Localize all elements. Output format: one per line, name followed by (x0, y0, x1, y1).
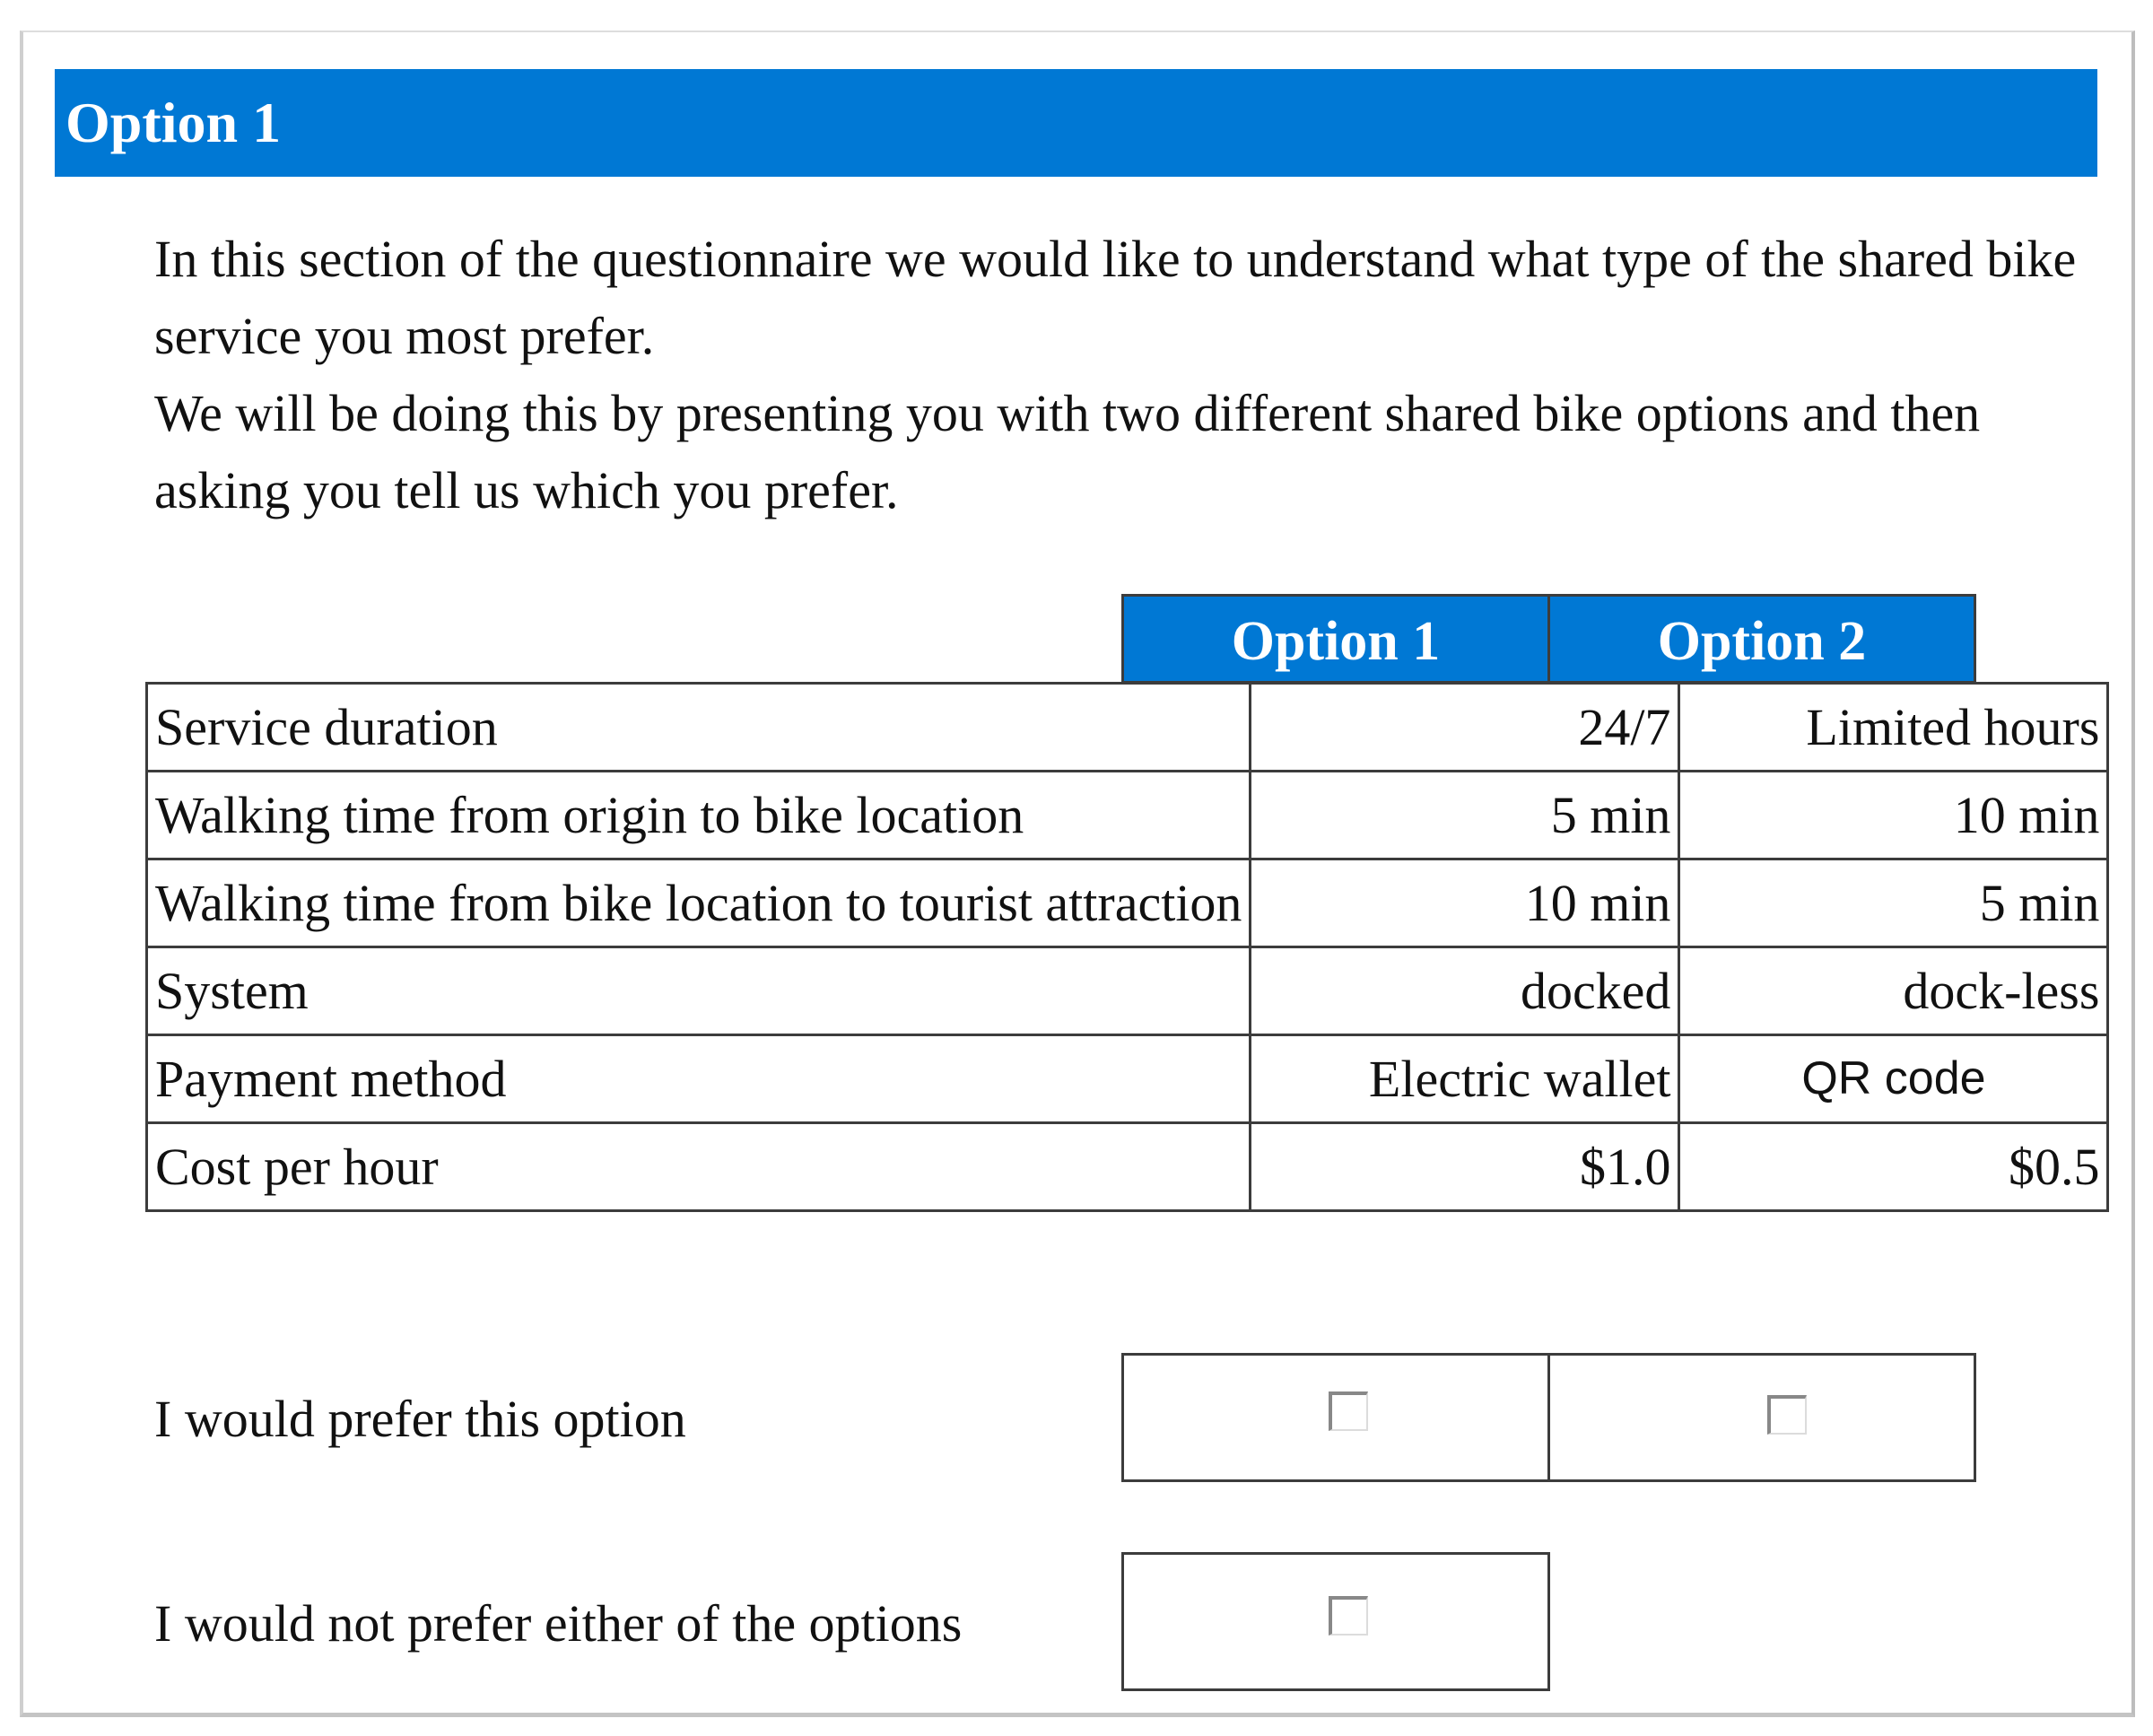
intro-paragraph-1: In this section of the questionnaire we would like to understand what type of the shared bike service you most prefer. (154, 230, 2077, 365)
option-1-choice-cell (1121, 1353, 1550, 1482)
attribute-label: Service duration (147, 684, 1251, 772)
option-1-checkbox[interactable] (1329, 1391, 1368, 1431)
attribute-label: Cost per hour (147, 1123, 1251, 1211)
table-row (147, 684, 2108, 772)
option-1-value: docked (1251, 947, 1679, 1035)
intro-paragraph-2: We will be doing this by presenting you with two different shared bike options and then asking you tell us which you prefer. (154, 384, 1981, 519)
column-header-option-2: Option 2 (1547, 594, 1976, 684)
neither-checkbox[interactable] (1329, 1596, 1368, 1636)
option-2-value: $0.5 (1679, 1123, 2108, 1211)
column-header-option-1: Option 1 (1121, 594, 1550, 684)
table-row (147, 772, 2108, 859)
table-row (147, 1123, 2108, 1211)
option-2-value: dock-less (1679, 947, 2108, 1035)
attribute-label: Payment method (147, 1035, 1251, 1123)
prefer-option-label: I would prefer this option (154, 1390, 686, 1448)
options-comparison-table (145, 682, 2109, 1212)
option-2-value: 10 min (1679, 772, 2108, 859)
option-2-value: 5 min (1679, 859, 2108, 947)
table-row (147, 1035, 2108, 1123)
option-2-value: Limited hours (1679, 684, 2108, 772)
option-2-checkbox[interactable] (1767, 1395, 1807, 1435)
attribute-label: Walking time from bike location to tourist attraction (147, 859, 1251, 947)
neither-choice-cell (1121, 1552, 1550, 1691)
section-title-banner: Option 1 (55, 69, 2097, 177)
option-1-value: Electric wallet (1251, 1035, 1679, 1123)
neither-option-label: I would not prefer either of the options (154, 1594, 963, 1653)
intro-text (154, 221, 2083, 529)
table-row (147, 859, 2108, 947)
option-2-choice-cell (1547, 1353, 1976, 1482)
option-1-value: 10 min (1251, 859, 1679, 947)
option-1-value: 24/7 (1251, 684, 1679, 772)
attribute-label: System (147, 947, 1251, 1035)
table-row (147, 947, 2108, 1035)
option-1-value: $1.0 (1251, 1123, 1679, 1211)
option-2-value: QR code (1679, 1035, 2108, 1123)
option-1-value: 5 min (1251, 772, 1679, 859)
attribute-label: Walking time from origin to bike location (147, 772, 1251, 859)
